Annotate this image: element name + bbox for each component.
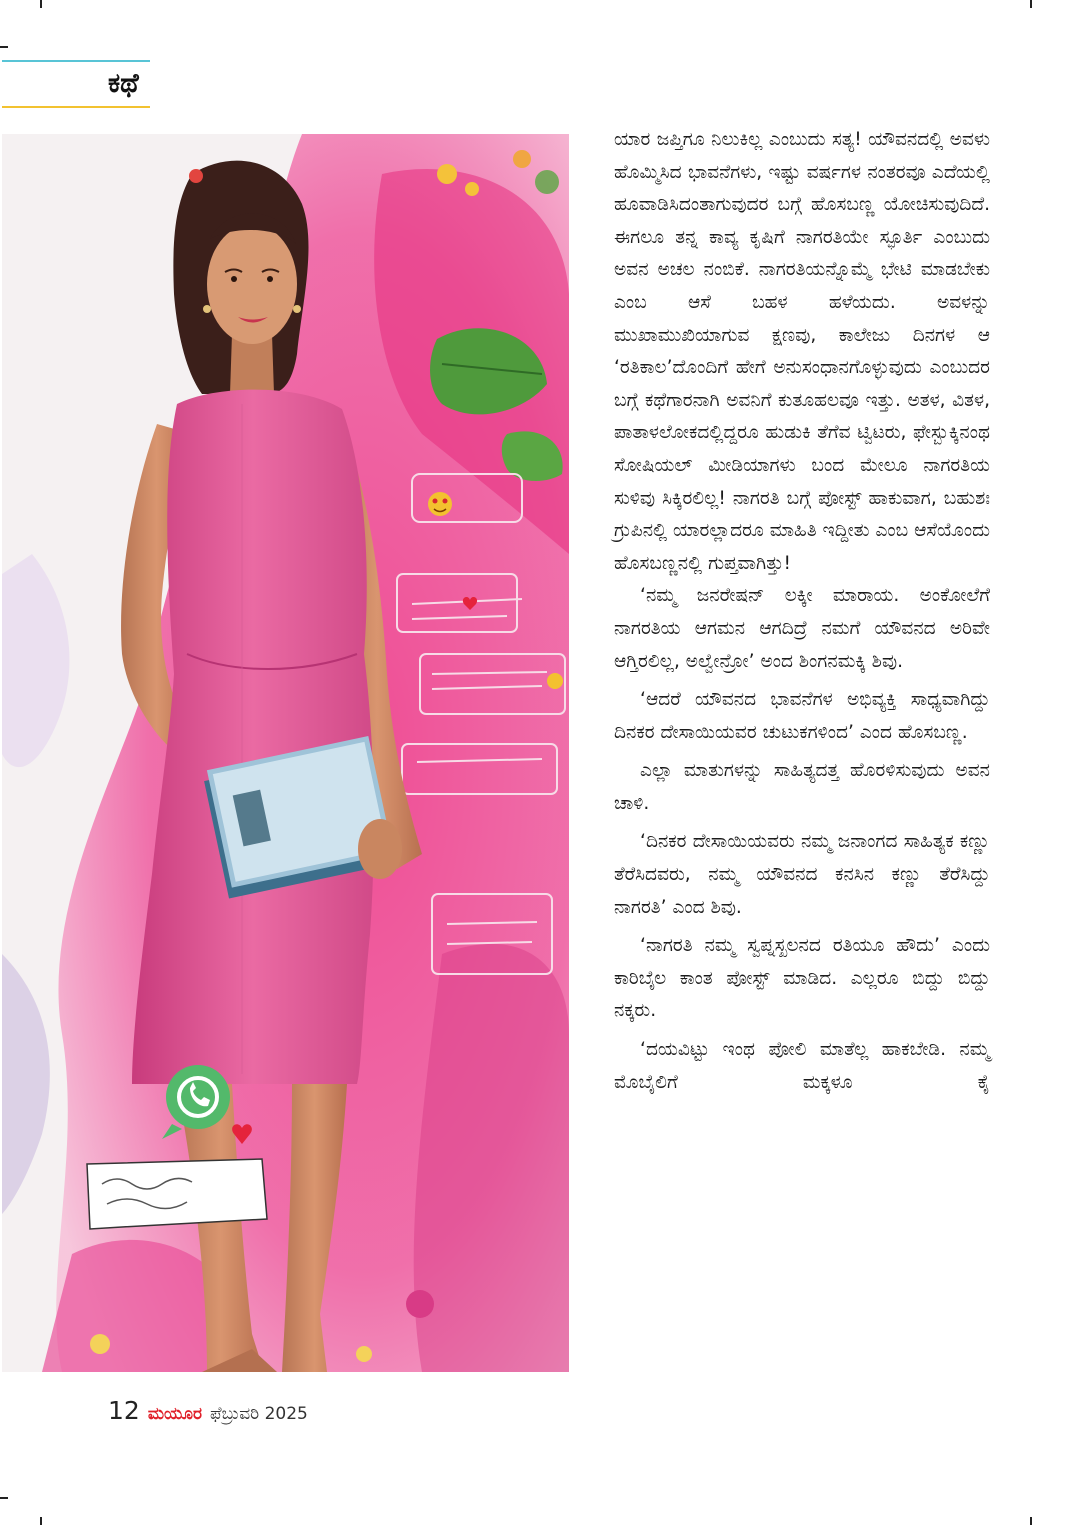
magazine-name: ಮಯೂರ [147,1404,203,1424]
article-paragraph: ‘ದಯವಿಟ್ಟು ಇಂಥ ಪೋಲಿ ಮಾತೆಲ್ಲ ಹಾಕಬೇಡಿ. ನಮ್ಮ ಮೊಬೈಲಿಗೆ ಮಕ್ಕಳೂ ಕೈ [614,1039,990,1093]
section-rule-top [2,60,150,62]
crop-mark [1030,1517,1032,1525]
article-paragraph: ಯಾರ ಜಪ್ತಿಗೂ ನಿಲುಕಿಲ್ಲ ಎಂಬುದು ಸತ್ಯ! ಯೌವನದಲ್ಲಿ ಅವಳು ಹೊಮ್ಮಿಸಿದ ಭಾವನೆಗಳು, ಇಷ್ಟು ವರ್ಷಗಳ ನಂತರವೂ ಎದೆಯಲ್ಲಿ ಹೂವಾಡಿಸಿದಂತಾಗುವುದರ ಬಗ್ಗೆ ಹೊಸಬಣ್ಣ ಯೋಚಿಸುವುದಿದೆ. ಈಗಲೂ ತನ್ನ ಕಾವ್ಯ ಕೃಷಿಗೆ ನಾಗರತಿಯೇ ಸ್ಫೂರ್ತಿ ಎಂಬುದು ಅವನ ಅಚಲ ನಂಬಿಕೆ. ನಾಗರತಿಯನ್ನೊಮ್ಮೆ ಭೇಟಿ ಮಾಡಬೇಕು ಎಂಬ ಆಸೆ ಬಹಳ ಹಳೆಯದು. ಅವಳನ್ನು ಮುಖಾಮುಖಿಯಾಗುವ ಕ್ಷಣವು, ಕಾಲೇಜು ದಿನಗಳ ಆ ‘ರತಿಕಾಲ’ದೊಂದಿಗೆ ಹೇಗೆ ಅನುಸಂಧಾನಗೊಳ್ಳುವುದು ಎಂಬುದರ ಬಗ್ಗೆ ಕಥೆಗಾರನಾಗಿ ಅವನಿಗೆ ಕುತೂಹಲವೂ ಇತ್ತು. ಅತಳ, ವಿತಳ, ಪಾತಾಳಲೋಕದಲ್ಲಿದ್ದರೂ ಹುಡುಕಿ ತೆಗೆವ ಟ್ವಿಟರು, ಫೇಸ್ಬುಕ್ಕಿನಂಥ ಸೋಷಿಯಲ್ ಮೀಡಿಯಾಗಳು ಬಂದ ಮೇಲೂ ನಾಗರತಿಯ ಸುಳಿವು ಸಿಕ್ಕಿರಲಿಲ್ಲ! ನಾಗರತಿ ಬಗ್ಗೆ ಪೋಸ್ಟ್ ಹಾಕುವಾಗ, ಬಹುಶಃ ಗ್ರುಪಿನಲ್ಲಿ ಯಾರಲ್ಲಾದರೂ ಮಾಹಿತಿ ಇದ್ದೀತು ಎಂಬ ಆಸೆಯೊಂದು ಹೊಸಬಣ್ಣನಲ್ಲಿ ಗುಪ್ತವಾಗಿತ್ತು! [614,129,990,574]
crop-mark [0,1497,8,1499]
crop-mark [40,1517,42,1525]
article-paragraph: ‘ದಿನಕರ ದೇಸಾಯಿಯವರು ನಮ್ಮ ಜನಾಂಗದ ಸಾಹಿತ್ಯಕ ಕಣ್ಣು ತೆರೆಸಿದವರು, ನಮ್ಮ ಯೌವನದ ಕನಸಿನ ಕಣ್ಣು ತೆರೆಸಿದ್ದು ನಾಗರತಿ’ ಎಂದ ಶಿವು. [614,831,990,918]
section-rule-bottom [2,106,150,108]
page-footer [108,1396,308,1425]
page-number: 12 [108,1396,140,1425]
section-label: ಕಥೆ [108,68,139,99]
article-paragraph: ಎಲ್ಲಾ ಮಾತುಗಳನ್ನು ಸಾಹಿತ್ಯದತ್ತ ಹೊರಳಿಸುವುದು ಅವನ ಚಾಳಿ. [614,760,990,814]
crop-mark [0,46,8,48]
crop-mark [1030,0,1032,8]
crop-mark [40,0,42,8]
article-paragraph: ‘ನಾಗರತಿ ನಮ್ಮ ಸ್ವಪ್ನಸ್ಖಲನದ ರತಿಯೂ ಹೌದು’ ಎಂದು ಕಾರಿಬೈಲ ಕಾಂತ ಪೋಸ್ಟ್ ಮಾಡಿದ. ಎಲ್ಲರೂ ಬಿದ್ದು ಬಿದ್ದು ನಕ್ಕರು. [614,935,990,1022]
issue-date: ಫೆಬ್ರುವರಿ 2025 [210,1404,308,1424]
story-illustration [2,134,569,1372]
article-paragraph: ‘ಆದರೆ ಯೌವನದ ಭಾವನೆಗಳ ಅಭಿವ್ಯಕ್ತಿ ಸಾಧ್ಯವಾಗಿದ್ದು ದಿನಕರ ದೇಸಾಯಿಯವರ ಚುಟುಕಗಳಿಂದ’ ಎಂದ ಹೊಸಬಣ್ಣ. [614,689,990,743]
article-paragraph: ‘ನಮ್ಮ ಜನರೇಷನ್ ಲಕ್ಕೀ ಮಾರಾಯ. ಅಂಕೋಲೆಗೆ ನಾಗರತಿಯ ಆಗಮನ ಆಗದಿದ್ರೆ ನಮಗೆ ಯೌವನದ ಅರಿವೇ ಆಗ್ತಿರಲಿಲ್ಲ, ಅಲ್ವೇನ್ರೋ’ ಅಂದ ಶಿಂಗನಮಕ್ಕಿ ಶಿವು. [614,585,990,672]
article-body [614,124,990,1099]
